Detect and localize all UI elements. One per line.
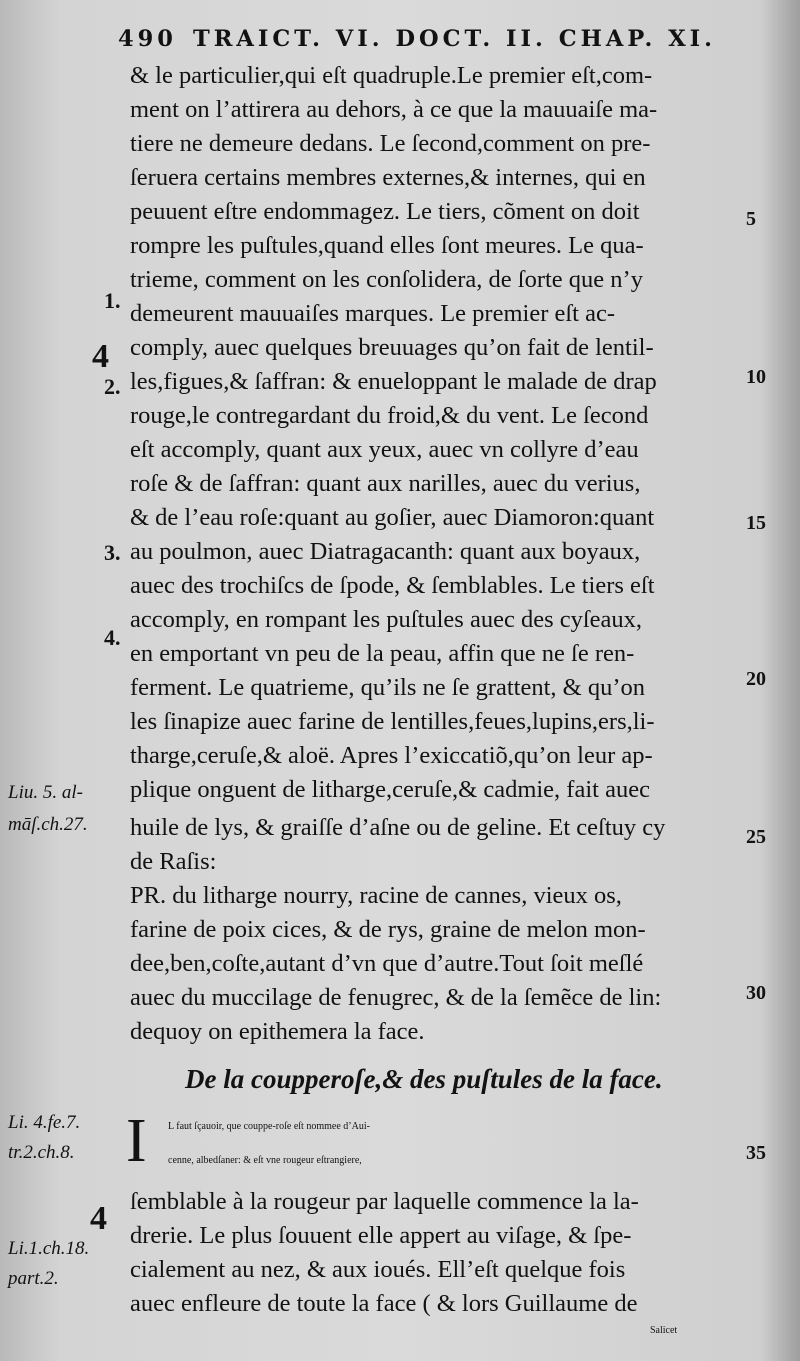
text-line: ferment. Le quatrieme, qu’ils ne ſe grattent, & qu’on <box>130 674 646 701</box>
text-line: plique onguent de litharge,ceruſe,& cadmie, fait auec <box>130 776 650 803</box>
running-header <box>118 26 718 52</box>
text-line: auec du muccilage de fenugrec, & de la ſemẽce de lin: <box>130 984 662 1011</box>
text-line: accomply, en rompant les puſtules auec des cyſeaux, <box>130 606 643 633</box>
text-line: rompre les puſtules,quand elles ſont meures. Le qua- <box>130 232 644 259</box>
text-line: eſt accomply, quant aux yeux, auec vn collyre d’eau <box>130 436 639 463</box>
text-line: & de l’eau roſe:quant au goſier, auec Diamoron:quant <box>130 504 655 531</box>
line-number: 25 <box>746 826 766 848</box>
text-line: ment on l’attirera au dehors, à ce que la mauuaiſe ma- <box>130 96 658 123</box>
text-line: L faut ſçauoir, que couppe-roſe eſt nommee d’Aui- <box>168 1121 370 1132</box>
text-line: dequoy on epithemera la face. <box>130 1018 425 1045</box>
margin-number: 1. <box>104 288 121 313</box>
text-line: auec enfleure de toute la face ( & lors Guillaume de <box>130 1290 638 1317</box>
text-line: auec des trochiſcs de ſpode, & ſemblables. Le tiers eſt <box>130 572 655 599</box>
text-line: cialement au nez, & aux ioués. Ell’eſt quelque fois <box>130 1256 626 1283</box>
line-number: 5 <box>746 208 756 230</box>
text-line: comply, auec quelques breuuages qu’on fait de lentil- <box>130 334 654 361</box>
margin-reference: māſ.ch.27. <box>8 814 88 835</box>
text-line: & le particulier,qui eſt quadruple.Le premier eſt,com- <box>130 62 653 89</box>
text-line: tiere ne demeure dedans. Le ſecond,comment on pre- <box>130 130 651 157</box>
text-line: PR. du litharge nourry, racine de cannes, vieux os, <box>130 882 622 909</box>
text-line: ſeruera certains membres externes,& internes, qui en <box>130 164 646 191</box>
text-line: au poulmon, auec Diatragacanth: quant aux boyaux, <box>130 538 641 565</box>
drop-cap: I <box>126 1107 147 1175</box>
text-line: rouge,le contregardant du froid,& du vent. Le ſecond <box>130 402 649 429</box>
text-line: dee,ben,coſte,autant d’vn que d’autre.Tout ſoit meſlé <box>130 950 644 977</box>
line-number: 20 <box>746 668 766 690</box>
margin-reference: part.2. <box>8 1268 59 1289</box>
handwritten-mark: 4 <box>92 338 109 375</box>
header-title: TRAICT. VI. DOCT. II. CHAP. XI. <box>192 26 717 52</box>
margin-reference: Li. 4.fe.7. <box>8 1112 81 1133</box>
line-number: 10 <box>746 366 766 388</box>
line-number: 35 <box>746 1142 766 1164</box>
margin-number: 3. <box>104 540 121 565</box>
text-line: cenne, albedſaner: & eſt vne rougeur eſtrangiere, <box>168 1155 362 1166</box>
text-line: huile de lys, & graiſſe d’aſne ou de geline. Et ceſtuy cy <box>130 814 666 841</box>
line-number: 15 <box>746 512 766 534</box>
text-line: de Raſis: <box>130 848 217 875</box>
page-number: 490 <box>118 26 177 52</box>
text-line: peuuent eſtre endommagez. Le tiers, cõment on doit <box>130 198 640 225</box>
text-line: les ſinapize auec farine de lentilles,feues,lupins,ers,li- <box>130 708 655 735</box>
handwritten-mark: 4 <box>90 1200 107 1237</box>
text-line: tharge,ceruſe,& aloë. Apres l’exiccatiõ,qu’on leur ap- <box>130 742 653 769</box>
margin-reference: tr.2.ch.8. <box>8 1142 75 1163</box>
text-line: farine de poix cices, & de rys, graine de melon mon- <box>130 916 646 943</box>
text-line: ſemblable à la rougeur par laquelle commence la la- <box>130 1188 639 1215</box>
text-line: trieme, comment on les conſolidera, de ſorte que n’y <box>130 266 643 293</box>
text-line: roſe & de ſaffran: quant aux narilles, auec du verius, <box>130 470 641 497</box>
text-line: drerie. Le plus ſouuent elle appert au viſage, & ſpe- <box>130 1222 632 1249</box>
line-number: 30 <box>746 982 766 1004</box>
section-heading: De la coupperoſe,& des puſtules de la face. <box>185 1064 663 1094</box>
text-line: demeurent mauuaiſes marques. Le premier eſt ac- <box>130 300 616 327</box>
text-line: en emportant vn peu de la peau, affin que ne ſe ren- <box>130 640 635 667</box>
margin-number: 2. <box>104 374 121 399</box>
margin-reference: Li.1.ch.18. <box>8 1238 90 1259</box>
margin-reference: Liu. 5. al- <box>8 782 83 803</box>
text-line: les,figues,& ſaffran: & enueloppant le malade de drap <box>130 368 657 395</box>
catchword: Salicet <box>650 1325 678 1336</box>
margin-number: 4. <box>104 625 121 650</box>
